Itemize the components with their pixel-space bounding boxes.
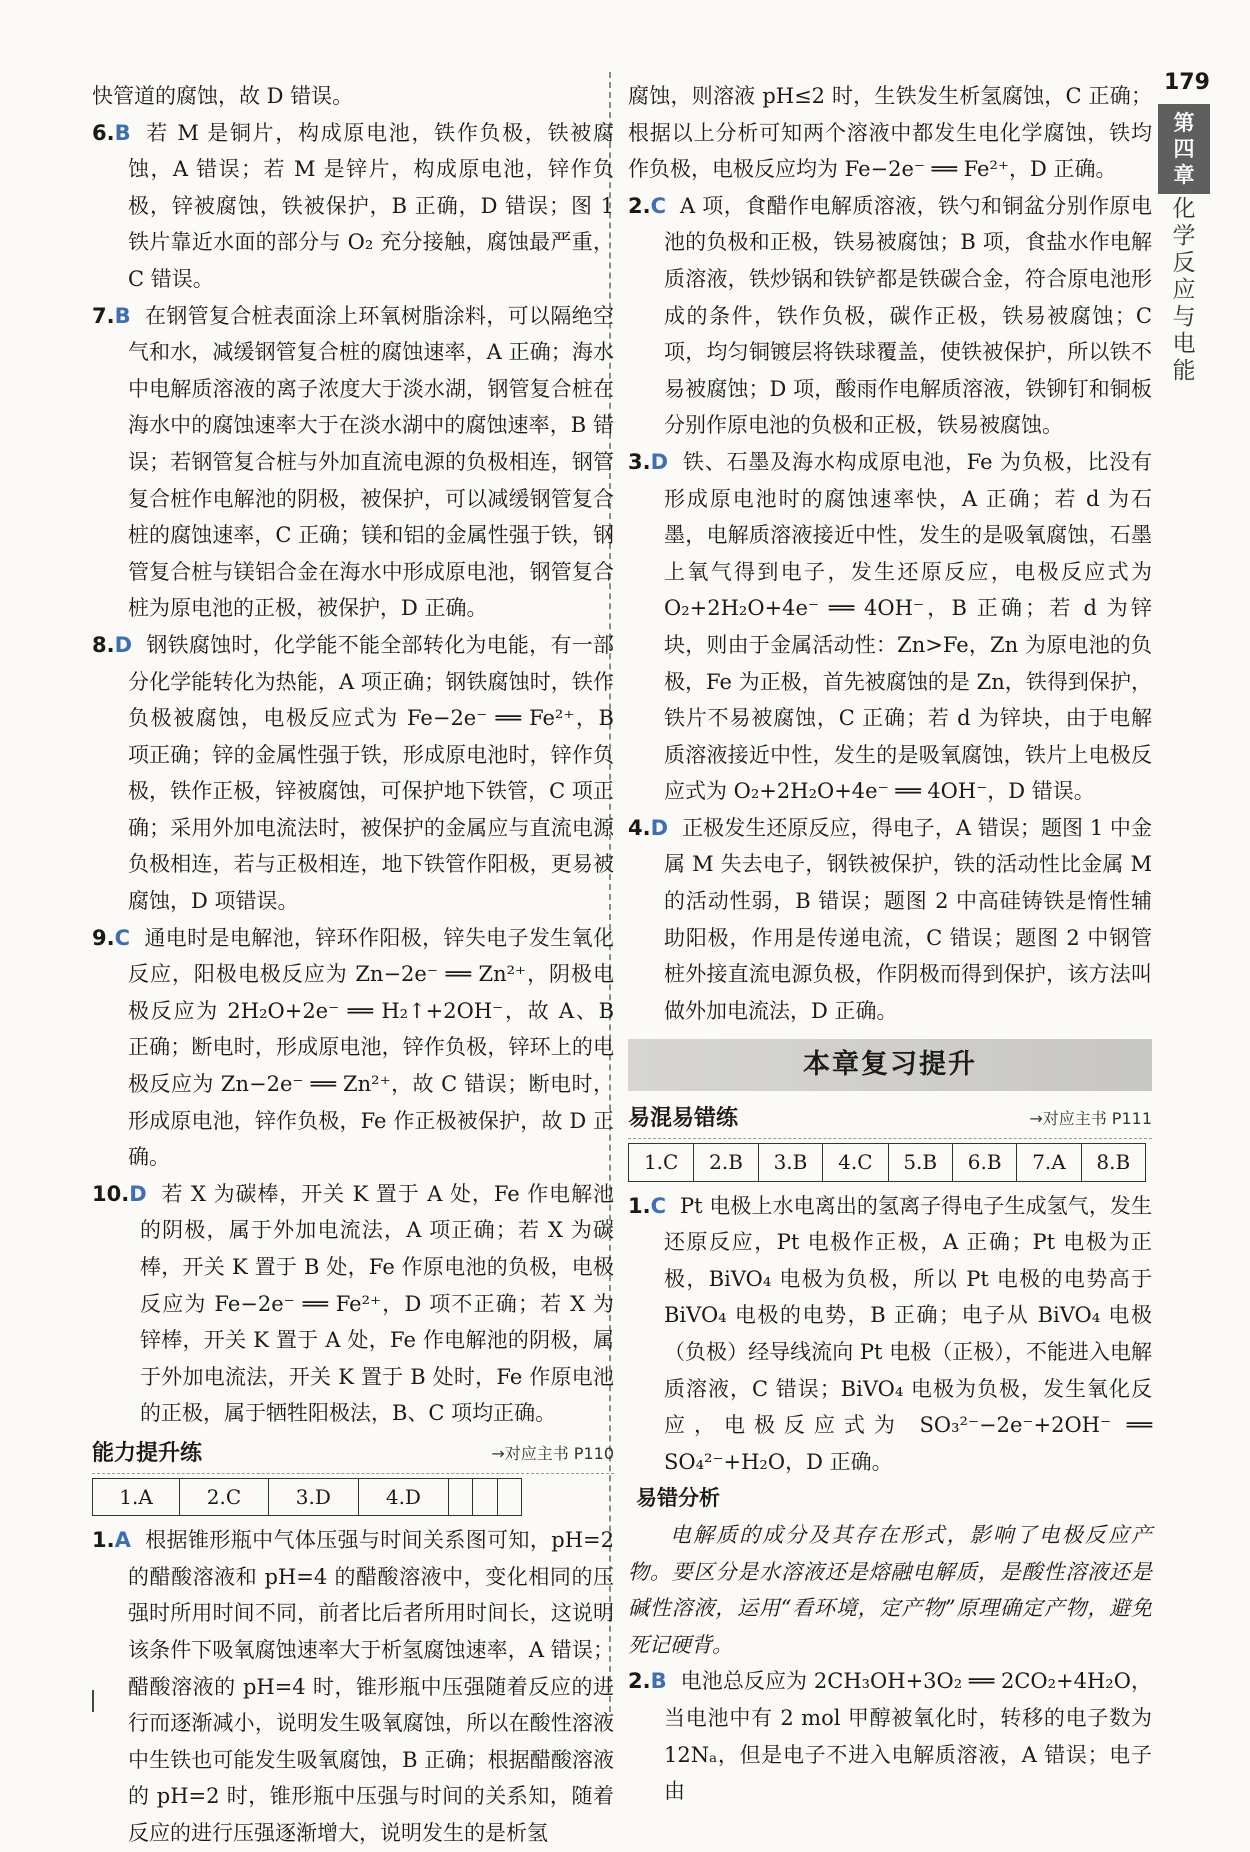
left-column xyxy=(92,78,614,1852)
answer-item-2: 2.B 电池总反应为 2CH₃OH+3O₂ ══ 2CO₂+4H₂O，当电池中有 2 mol 甲醇被氧化时，转移的电子数为 12Nₐ，但是电子不进入电解质溶液，A 错误；电子由 xyxy=(628,1669,1152,1804)
answer-cell: 1.A xyxy=(93,1478,180,1516)
answer-cell: 2.C xyxy=(180,1478,269,1516)
page-edge-mark xyxy=(92,1690,94,1712)
answer-item-1: 1.A 根据锥形瓶中气体压强与时间关系图可知，pH=2 的醋酸溶液和 pH=4 的醋酸溶液中，变化相同的压强时所用时间不同，前者比后者所用时间长，这说明该条件下吸氧腐蚀速率大于析氢腐蚀速率，A 错误；醋酸溶液的 pH=4 时，锥形瓶中压强随着反应的进行而逐渐减小，说明发生吸氧腐蚀，所以在酸性溶液中生铁也可能发生吸氧腐蚀，B 正确；根据醋酸溶液的 pH=2 时，锥形瓶中压强与时间的关系知，随着反应的进行压强逐渐增大，说明发生的是析氢 xyxy=(92,1528,614,1845)
continued-paragraph: 快管道的腐蚀，故 D 错误。 xyxy=(92,84,354,108)
answer-cell: 4.D xyxy=(358,1478,448,1516)
answer-item-3: 3.D 铁、石墨及海水构成原电池，Fe 为负极，比没有形成原电池时的腐蚀速率快，A 正确；若 d 为石墨，电解质溶液接近中性，发生的是吸氧腐蚀，石墨上氧气得到电子，发生还原反应，电极反应式为 O₂+2H₂O+4e⁻ ══ 4OH⁻，B 正确；若 d 为锌块，则由于金属活动性：Zn>Fe，Zn 为原电池的负极，Fe 为正极，首先被腐蚀的是 Zn，铁得到保护，铁片不易被腐蚀，C 正确；若 d 为锌块，由于电解质溶液接近中性，发生的是吸氧腐蚀，铁片上电极反应式为 O₂+2H₂O+4e⁻ ══ 4OH⁻，D 错误。 xyxy=(628,449,1152,804)
subtitle-char: 化 xyxy=(1172,196,1196,222)
answer-cell: 3.B xyxy=(758,1144,822,1182)
subtitle-char: 应 xyxy=(1172,277,1196,303)
subtitle-char: 与 xyxy=(1172,304,1196,330)
answer-item-10: 10.D 若 X 为碳棒，开关 K 置于 A 处，Fe 作电解池的阴极，属于外加电流法，A 项正确；若 X 为碳棒，开关 K 置于 B 处，Fe 作原电池的负极，电极反应为 Fe−2e⁻ ══ Fe²⁺，D 项不正确；若 X 为锌棒，开关 K 置于 A 处，Fe 作电解池的阴极，属于外加电流法，开关 K 置于 B 处时，Fe 作原电池的正极，属于牺牲阳极法，B、C 项均正确。 xyxy=(92,1181,614,1426)
answer-cell: 8.B xyxy=(1081,1144,1145,1182)
chapter-tab-char: 第 xyxy=(1173,111,1195,135)
answer-cell: 4.C xyxy=(823,1144,888,1182)
section-title: 能力提升练 xyxy=(92,1440,203,1466)
chapter-subtitle xyxy=(1168,196,1200,385)
section-header xyxy=(92,1436,614,1474)
subtitle-char: 能 xyxy=(1172,358,1196,384)
section-title: 易混易错练 xyxy=(628,1106,739,1132)
answer-cell: 2.B xyxy=(694,1144,758,1182)
chapter-review-title: 本章复习提升 xyxy=(803,1049,977,1081)
answer-item-8: 8.D 钢铁腐蚀时，化学能不能全部转化为电能，有一部分化学能转化为热能，A 项正确；钢铁腐蚀时，铁作负极被腐蚀，电极反应式为 Fe−2e⁻ ══ Fe²⁺，B 项正确；锌的金属性强于铁，形成原电池时，锌作负极，铁作正极，锌被腐蚀，可保护地下铁管，C 项正确；采用外加电流法时，被保护的金属应与直流电源负极相连，若与正极相连，地下铁管作阳极，更易被腐蚀，D 项错误。 xyxy=(92,632,614,914)
answer-cell xyxy=(473,1478,497,1516)
error-analysis-text: 电解质的成分及其存在形式，影响了电极反应产物。要区分是水溶液还是熔融电解质，是酸性溶液还是碱性溶液，运用“看环境，定产物”原理确定产物，避免死记硬背。 xyxy=(628,1522,1152,1657)
subtitle-char: 电 xyxy=(1172,331,1196,357)
section-reference: →对应主书 P110 xyxy=(491,1443,614,1463)
subtitle-char: 反 xyxy=(1172,250,1196,276)
answer-table xyxy=(628,1143,1146,1182)
answer-cell xyxy=(497,1478,521,1516)
continued-paragraph: 腐蚀，则溶液 pH≤2 时，生铁发生析氢腐蚀，C 正确；根据以上分析可知两个溶液中都发生电化学腐蚀，铁均作负极，电极反应均为 Fe−2e⁻ ══ Fe²⁺，D 正确。 xyxy=(628,84,1152,182)
section-reference: →对应主书 P111 xyxy=(1029,1109,1152,1129)
answer-cell xyxy=(448,1478,472,1516)
answer-cell: 6.B xyxy=(952,1144,1016,1182)
chapter-review-banner xyxy=(628,1039,1152,1091)
answer-item-6: 6.B 若 M 是铜片，构成原电池，铁作负极，铁被腐蚀，A 错误；若 M 是锌片，构成原电池，锌作负极，锌被腐蚀，铁被保护，B 正确，D 错误；图 1 铁片靠近水面的部分与 O₂ 充分接触，腐蚀最严重，C 错误。 xyxy=(92,120,614,291)
answer-table xyxy=(92,1478,522,1517)
section-header xyxy=(628,1101,1152,1139)
answer-item-7: 7.B 在钢管复合桩表面涂上环氧树脂涂料，可以隔绝空气和水，减缓钢管复合桩的腐蚀速率，A 正确；海水中电解质溶液的离子浓度大于淡水湖，钢管复合桩在海水中的腐蚀速率大于在淡水湖中的腐蚀速率，B 错误；若钢管复合桩与外加直流电源的负极相连，钢管复合桩作电解池的阴极，被保护，可以减缓钢管复合桩的腐蚀速率，C 正确；镁和铝的金属性强于铁，钢管复合桩与镁铝合金在海水中形成原电池，钢管复合桩为原电池的正极，被保护，D 正确。 xyxy=(92,303,614,621)
chapter-tab-char: 章 xyxy=(1173,163,1195,187)
chapter-tab-char: 四 xyxy=(1173,137,1195,161)
answer-item-1: 1.C Pt 电极上水电离出的氢离子得电子生成氢气，发生还原反应，Pt 电极作正极，A 正确；Pt 电极为正极，BiVO₄ 电极为负极，所以 Pt 电极的电势高于 BiVO₄ 电极的电势，B 正确；电子从 BiVO₄ 电极（负极）经导线流向 Pt 电极（正极），不能进入电解质溶液，C 错误；BiVO₄ 电极为负极，发生氧化反应，电极反应式为 SO₃²⁻−2e⁻+2OH⁻ ══ SO₄²⁻+H₂O，D 正确。 xyxy=(628,1193,1152,1474)
error-analysis-title: 易错分析 xyxy=(636,1486,720,1511)
answer-item-9: 9.C 通电时是电解池，锌环作阳极，锌失电子发生氧化反应，阳极电极反应为 Zn−2e⁻ ══ Zn²⁺，阴极电极反应为 2H₂O+2e⁻ ══ H₂↑+2OH⁻，故 A、B 正确；断电时，形成原电池，锌作负极，锌环上的电极反应为 Zn−2e⁻ ══ Zn²⁺，故 C 错误；断电时，形成原电池，锌作负极，Fe 作正极被保护，故 D 正确。 xyxy=(92,925,614,1170)
answer-cell: 3.D xyxy=(268,1478,358,1516)
page-number: 179 xyxy=(1164,70,1210,95)
answer-item-4: 4.D 正极发生还原反应，得电子，A 错误；题图 1 中金属 M 失去电子，钢铁被保护，铁的活动性比金属 M 的活动性弱，B 错误；题图 2 中高硅铸铁是惰性辅助阳极，作用是传递电流，C 错误；题图 2 中钢管桩外接直流电源负极，作阴极而得到保护，该方法叫做外加电流法，D 正确。 xyxy=(628,815,1152,1023)
answer-cell: 7.A xyxy=(1017,1144,1081,1182)
right-column xyxy=(628,78,1152,1810)
subtitle-char: 学 xyxy=(1172,223,1196,249)
chapter-tab xyxy=(1158,104,1210,194)
answer-cell: 1.C xyxy=(629,1144,694,1182)
answer-cell: 5.B xyxy=(888,1144,952,1182)
answer-item-2: 2.C A 项，食醋作电解质溶液，铁勺和铜盆分别作原电池的负极和正极，铁易被腐蚀；B 项，食盐水作电解质溶液，铁炒锅和铁铲都是铁碳合金，符合原电池形成的条件，铁作负极，碳作正极，铁易被腐蚀；C 项，均匀铜镀层将铁球覆盖，使铁被保护，所以铁不易被腐蚀；D 项，酸雨作电解质溶液，铁铆钉和铜板分别作原电池的负极和正极，铁易被腐蚀。 xyxy=(628,193,1152,438)
